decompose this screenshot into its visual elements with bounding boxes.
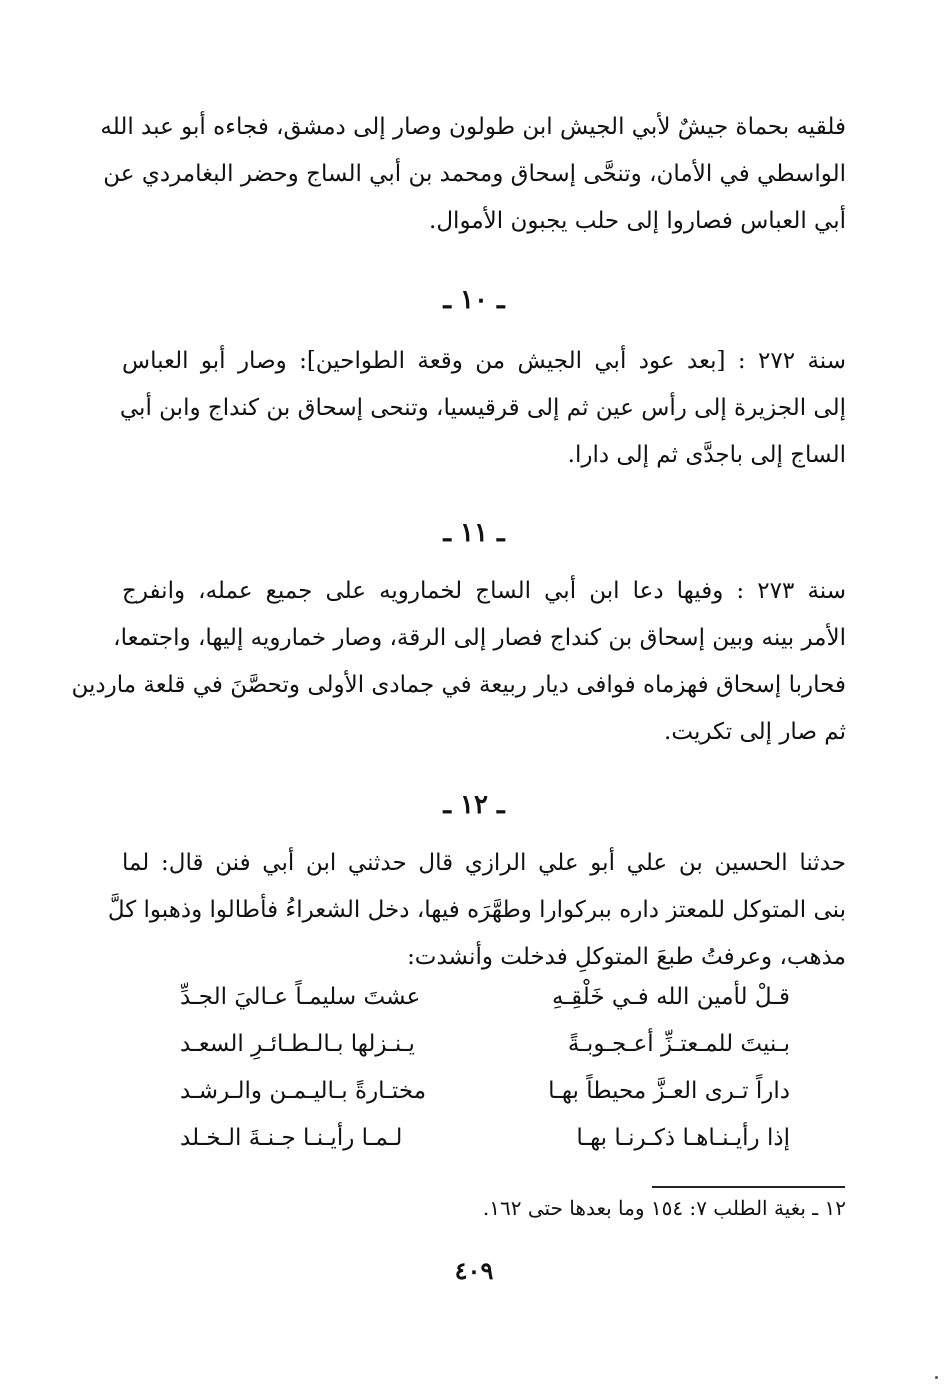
paragraph-line: الأمر بينه وبين إسحاق بن كنداج فصار إلى الرقة، وصار خمارويه إليها، واجتمعا، (113, 625, 846, 651)
paragraph-line: ثم صار إلى تكريت. (664, 719, 846, 745)
paragraph-line: أبي العباس فصاروا إلى حلب يجبون الأموال. (429, 208, 846, 234)
section-heading-12: ـ ١٢ ـ (443, 790, 505, 820)
paragraph-line: سنة ٢٧٣ : وفيها دعا ابن أبي الساج لخمارويه على جميع عمله، وانفرج (122, 578, 846, 604)
paragraph-line: الواسطي في الأمان، وتنحَّى إسحاق ومحمد بن أبي الساج وحضر البغامردي عن (103, 161, 846, 187)
poem-hemistich-first: بـنيتَ للمـعتـزِّ أعـجـوبـةً (567, 1031, 790, 1057)
poem-hemistich-second: مختـارةً بـاليـمـن والـرشـد (180, 1078, 427, 1104)
paragraph-line: مذهب، وعرفتُ طبعَ المتوكلِ فدخلت وأنشدت: (407, 944, 846, 970)
paragraph-line: الساج إلى باجدَّى ثم إلى دارا. (567, 442, 846, 468)
page-number: ٤٠٩ (454, 1256, 494, 1285)
poem-hemistich-first: إذا رأيـنـاهـا ذكـرنـا بهـا (576, 1125, 790, 1151)
poem (180, 984, 790, 1172)
paragraph-1 (100, 104, 846, 245)
paragraph-line: فحاربا إسحاق فهزماه فوافى ديار ربيعة في جمادى الأولى وتحصَّنَ في قلعة ماردين (71, 672, 846, 698)
poem-hemistich-first: داراً تـرى العـزَّ محيطاً بهـا (548, 1078, 790, 1104)
paragraph-line: إلى الجزيرة إلى رأس عين ثم إلى قرقيسيا، وتنحى إسحاق بن كنداج وابن أبي (119, 395, 846, 421)
paragraph-line: فلقيه بحماة جيشٌ لأبي الجيش ابن طولون وصار إلى دمشق، فجاءه أبو عبد الله (100, 114, 846, 140)
poem-hemistich-second: يـنـزلها بـالـطـائـرِ السعـد (180, 1031, 415, 1057)
paragraph-2 (119, 338, 846, 479)
paragraph-3 (71, 568, 846, 756)
paragraph-line: حدثنا الحسين بن علي أبو علي الرازي قال حدثني ابن أبي فنن قال: لما (122, 850, 846, 876)
paragraph-line: بنى المتوكل للمعتز داره ببركوارا وطهَّرَه فيها، دخل الشعراءُ فأطالوا وذهبوا كلَّ (107, 897, 846, 923)
poem-hemistich-second: عشتَ سليمـاً عـاليَ الجـدِّ (180, 984, 421, 1010)
paragraph-line: سنة ٢٧٢ : [بعد عود أبي الجيش من وقعة الطواحين]: وصار أبو العباس (122, 348, 846, 374)
poem-verse (180, 1031, 790, 1078)
footnote: ١٢ ـ بغية الطلب ٧: ١٥٤ وما بعدها حتى ١٦٢. (482, 1196, 846, 1220)
poem-hemistich-first: قـلْ لأمين الله فـي خَلْقِـهِ (552, 984, 790, 1010)
poem-hemistich-second: لـمـا رأيـنـا جـنـةَ الـخـلد (180, 1125, 403, 1151)
footnote-divider (652, 1186, 845, 1188)
scan-speck (935, 1376, 938, 1379)
section-heading-10: ـ ١٠ ـ (443, 285, 505, 315)
section-heading-11: ـ ١١ ـ (443, 518, 505, 548)
paragraph-4 (107, 840, 846, 981)
poem-verse (180, 984, 790, 1031)
poem-verse (180, 1125, 790, 1172)
poem-verse (180, 1078, 790, 1125)
